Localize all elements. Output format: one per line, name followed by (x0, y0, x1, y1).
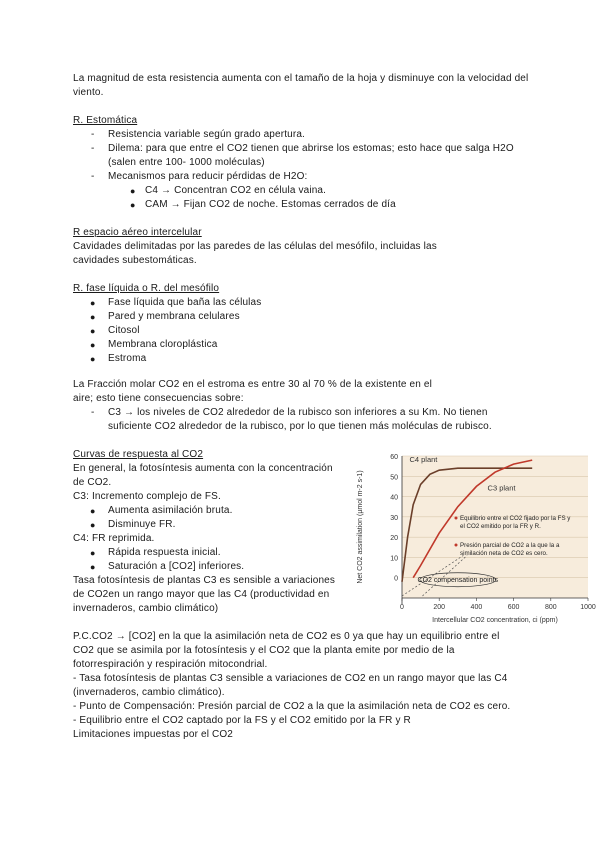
x-tick-label: 600 (507, 604, 520, 611)
list-subitem: CAM → Fijan CO2 de noche. Estomas cerrados de día (145, 199, 396, 210)
list-item: Citosol (108, 325, 140, 336)
list-item: Rápida respuesta inicial. (108, 547, 221, 558)
heading-r-estomatica: R. Estomática (73, 115, 138, 126)
list-item: Membrana cloroplástica (108, 339, 218, 350)
list-item: C3 → los niveles de CO2 alrededor de la rubisco son inferiores a su Km. No tienen suficiente CO2 alrededor de la rubisco, por lo que tienen más moléculas de rubisco. (108, 407, 492, 432)
final-line-5: Limitaciones impuestas por el CO2 (73, 729, 234, 740)
curvas-c4: C4: FR reprimida. (73, 533, 155, 544)
bullet-icon: ● (90, 298, 96, 308)
annotation-dot (455, 544, 458, 547)
x-axis-label: Intercellular CO2 concentration, ci (ppm) (432, 617, 558, 624)
list-item: Fase líquida que baña las células (108, 297, 262, 308)
heading-curvas: Curvas de respuesta al CO2 (73, 449, 204, 460)
co2-response-chart (348, 452, 596, 628)
list-item: Disminuye FR. (108, 519, 176, 530)
dash-bullet: - (91, 129, 95, 140)
y-tick-label: 50 (390, 474, 398, 482)
intro-paragraph: La magnitud de esta resistencia aumenta con el tamaño de la hoja y disminuye con la velocidad del viento. (73, 73, 529, 98)
bullet-icon: ● (130, 200, 136, 210)
bullet-icon: ● (90, 520, 96, 530)
y-tick-label: 20 (390, 535, 398, 543)
c3-plant-label: C3 plant (487, 483, 516, 493)
list-subitem: C4 → Concentran CO2 en célula vaina. (145, 185, 327, 196)
curvas-tasa: Tasa fotosíntesis de plantas C3 es sensible a variaciones de CO2en un rango mayor que las C4 (productividad en invernaderos, cambio climático) (73, 575, 336, 614)
list-item: Mecanismos para reducir pérdidas de H2O: (108, 171, 308, 182)
y-tick-label: 60 (390, 454, 398, 461)
dash-bullet: - (91, 143, 95, 154)
dash-bullet: - (91, 171, 95, 182)
bullet-icon: ● (90, 326, 96, 336)
list-item: Resistencia variable según grado apertura. (108, 129, 305, 140)
curvas-general: En general, la fotosíntesis aumenta con la concentración de CO2. (73, 463, 333, 488)
x-tick-label: 1000 (580, 604, 596, 611)
y-axis-label: Net CO2 assimilation (µmol m-2 s-1) (357, 470, 364, 584)
x-tick-label: 200 (433, 604, 446, 611)
heading-r-fase: R. fase líquida o R. del mesófilo (73, 283, 220, 294)
bullet-icon: ● (90, 548, 96, 558)
list-item: Aumenta asimilación bruta. (108, 505, 233, 516)
list-item: Saturación a [CO2] inferiores. (108, 561, 245, 572)
list-item: Dilema: para que entre el CO2 tienen que abrirse los estomas; esto hace que salga H2O (salen entre 100- 1000 moléculas) (108, 143, 514, 168)
annotation-dot (455, 517, 458, 520)
compensation-label: CO2 compensation points (417, 577, 499, 585)
bullet-icon: ● (90, 312, 96, 322)
heading-r-espacio: R espacio aéreo intercelular (73, 227, 202, 238)
bullet-icon: ● (90, 506, 96, 516)
list-item: Pared y membrana celulares (108, 311, 240, 322)
bullet-icon: ● (90, 340, 96, 350)
fraccion-text: La Fracción molar CO2 en el estroma es entre 30 al 70 % de la existente en el aire; esto tiene consecuencias sobre: (73, 379, 432, 404)
y-tick-label: 0 (394, 575, 398, 583)
x-tick-label: 800 (544, 604, 557, 611)
final-line-3: - Punto de Compensación: Presión parcial de CO2 a la que la asimilación neta de CO2 es cero. (73, 701, 511, 712)
final-line-1: P.C.CO2 → [CO2] en la que la asimilación neta de CO2 es 0 ya que hay un equilibrio entre el CO2 que se asimila por la fotosíntesis y el CO2 que la planta emite por medio de la fotorrespiración y respiración mitocondrial. (73, 631, 500, 670)
y-tick-label: 40 (390, 494, 398, 502)
final-line-4: - Equilibrio entre el CO2 captado por la FS y el CO2 emitido por la FR y R (73, 715, 411, 726)
x-tick-label: 400 (470, 604, 483, 611)
r-espacio-text: Cavidades delimitadas por las paredes de las células del mesófilo, incluidas las cavidades subestomáticas. (73, 241, 437, 266)
list-item: Estroma (108, 353, 147, 364)
bullet-icon: ● (90, 354, 96, 364)
bullet-icon: ● (90, 562, 96, 572)
y-tick-label: 10 (390, 555, 398, 563)
x-tick-label: 0 (400, 604, 404, 611)
bullet-icon: ● (130, 186, 136, 196)
y-tick-label: 30 (390, 514, 398, 522)
annotation-text: Equilibrio entre el CO2 fijado por la FS y el CO2 emitido por la FR y R. (460, 515, 571, 530)
final-line-2: - Tasa fotosíntesis de plantas C3 sensible a variaciones de CO2 en un rango mayor que las C4 (invernaderos, cambio climático). (73, 673, 508, 698)
dash-bullet: - (91, 407, 95, 418)
annotation-text: Presión parcial de CO2 a la que la a similación neta de CO2 es cero. (460, 542, 560, 557)
c4-plant-label: C4 plant (409, 455, 438, 465)
curvas-c3: C3: Incremento complejo de FS. (73, 491, 221, 502)
